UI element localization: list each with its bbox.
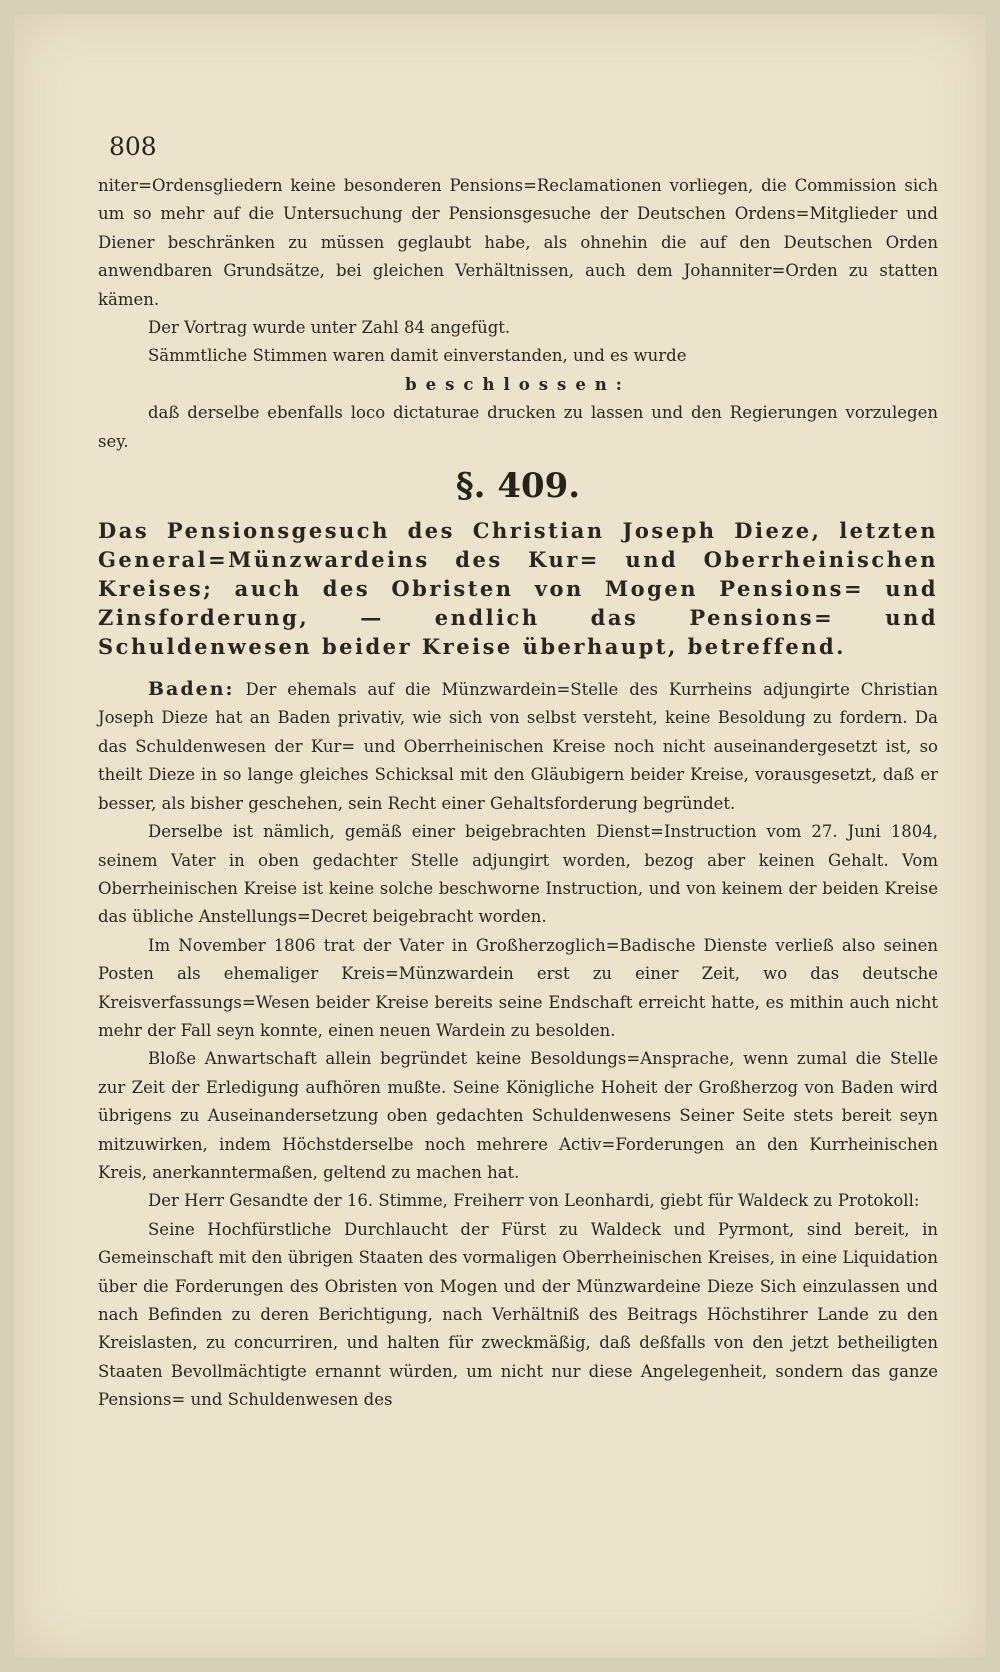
paragraph-waldeck: Seine Hochfürstliche Durchlaucht der Fürst zu Waldeck und Pyrmont, sind bereit, in Gemeinschaft mit den übrigen Staaten des vormaligen Oberrheinischen Kreises, in eine Liquidation über die Forderungen des Obristen von Mogen und der Münzwardeine Dieze Sich einzulassen und nach Befinden zu deren Berichtigung, nach Verhältniß des Beitrags Höchstihrer Lande zu den Kreislasten, zu concurriren, und halten für zweckmäßig, daß deßfalls von den jetzt betheiligten Staaten Bevollmächtigte ernannt würden, um nicht nur diese Angelegenheit, sondern das ganze Pensions= und Schuldenwesen des: [98, 1219, 938, 1410]
paragraph-november: Im November 1806 trat der Vater in Großherzoglich=Badische Dienste verließ also seinen Posten als ehemaliger Kreis=Münzwardein erst zu einer Zeit, wo das deutsche Kreisverfassungs=Wesen beider Kreise bereits seine Endschaft erreicht hatte, es mithin auch nicht mehr der Fall seyn konnte, einen neuen Wardein zu besolden.: [98, 935, 938, 1040]
section-heading: Das Pensionsgesuch des Christian Joseph Dieze, letzten General=Münzwardeins des Kur= und Oberrheinischen Kreises; auch des Obristen von Mogen Pensions= und Zinsforderung, — endlich das Pensions= und Schuldenwesen beider Kreise überhaupt, betreffend.: [98, 518, 938, 660]
paragraph-gesandte: Der Herr Gesandte der 16. Stimme, Freiherr von Leonhardi, giebt für Waldeck zu Protokoll:: [148, 1191, 920, 1211]
paragraph-baden-text: Der ehemals auf die Münzwardein=Stelle des Kurrheins adjungirte Christian Joseph Dieze hat an Baden privativ, wie sich von selbst versteht, keine Besoldung zu fordern. Da das Schuldenwesen der Kur= und Oberrheinischen Kreise noch nicht auseinandergesetzt ist, so theilt Dieze in so lange gleiches Schicksal mit den Gläubigern beider Kreise, vorausgesetzt, daß er besser, als bisher geschehen, sein Recht einer Gehaltsforderung begründet.: [98, 680, 938, 813]
speaker-baden: Baden:: [148, 678, 235, 701]
section-number: §. 409.: [455, 466, 581, 507]
paragraph-anwartschaft: Bloße Anwartschaft allein begründet keine Besoldungs=Ansprache, wenn zumal die Stelle zur Zeit der Erledigung aufhören mußte. Seine Königliche Hoheit der Großherzog von Baden wird übrigens zu Auseinandersetzung oben gedachten Schuldenwesens Seiner Seite stets bereit seyn mitzuwirken, indem Höchstderselbe noch mehrere Activ=Forderungen an den Kurrheinischen Kreis, anerkanntermaßen, geltend zu machen hat.: [98, 1049, 938, 1182]
paragraph-continuation: niter=Ordensgliedern keine besonderen Pensions=Reclamationen vorliegen, die Commission sich um so mehr auf die Untersuchung der Pensionsgesuche der Deutschen Ordens=Mitglieder und Diener beschränken zu müssen geglaubt habe, als ohnehin die auf den Deutschen Orden anwendbaren Grundsätze, bei gleichen Verhältnissen, auch dem Johanniter=Orden zu statten kämen.: [98, 176, 938, 309]
page-body: [98, 172, 938, 1415]
paragraph-resolution: daß derselbe ebenfalls loco dictaturae drucken zu lassen und den Regierungen vorzulegen sey.: [98, 403, 938, 451]
paragraph-vortrag: Der Vortrag wurde unter Zahl 84 angefügt.: [148, 318, 511, 338]
paragraph-baden: [98, 675, 938, 818]
resolution-label: beschlossen:: [405, 374, 631, 394]
paragraph-stimmen: Sämmtliche Stimmen waren damit einverstanden, und es wurde: [148, 346, 687, 366]
page-number: 808: [109, 132, 157, 161]
paragraph-derselbe: Derselbe ist nämlich, gemäß einer beigebrachten Dienst=Instruction vom 27. Juni 1804, seinem Vater in oben gedachter Stelle adjungirt worden, bezog aber keinen Gehalt. Vom Oberrheinischen Kreise ist keine solche beschworne Instruction, und von keinem der beiden Kreise das übliche Anstellungs=Decret beigebracht worden.: [98, 822, 938, 927]
document-page: [14, 14, 986, 1658]
